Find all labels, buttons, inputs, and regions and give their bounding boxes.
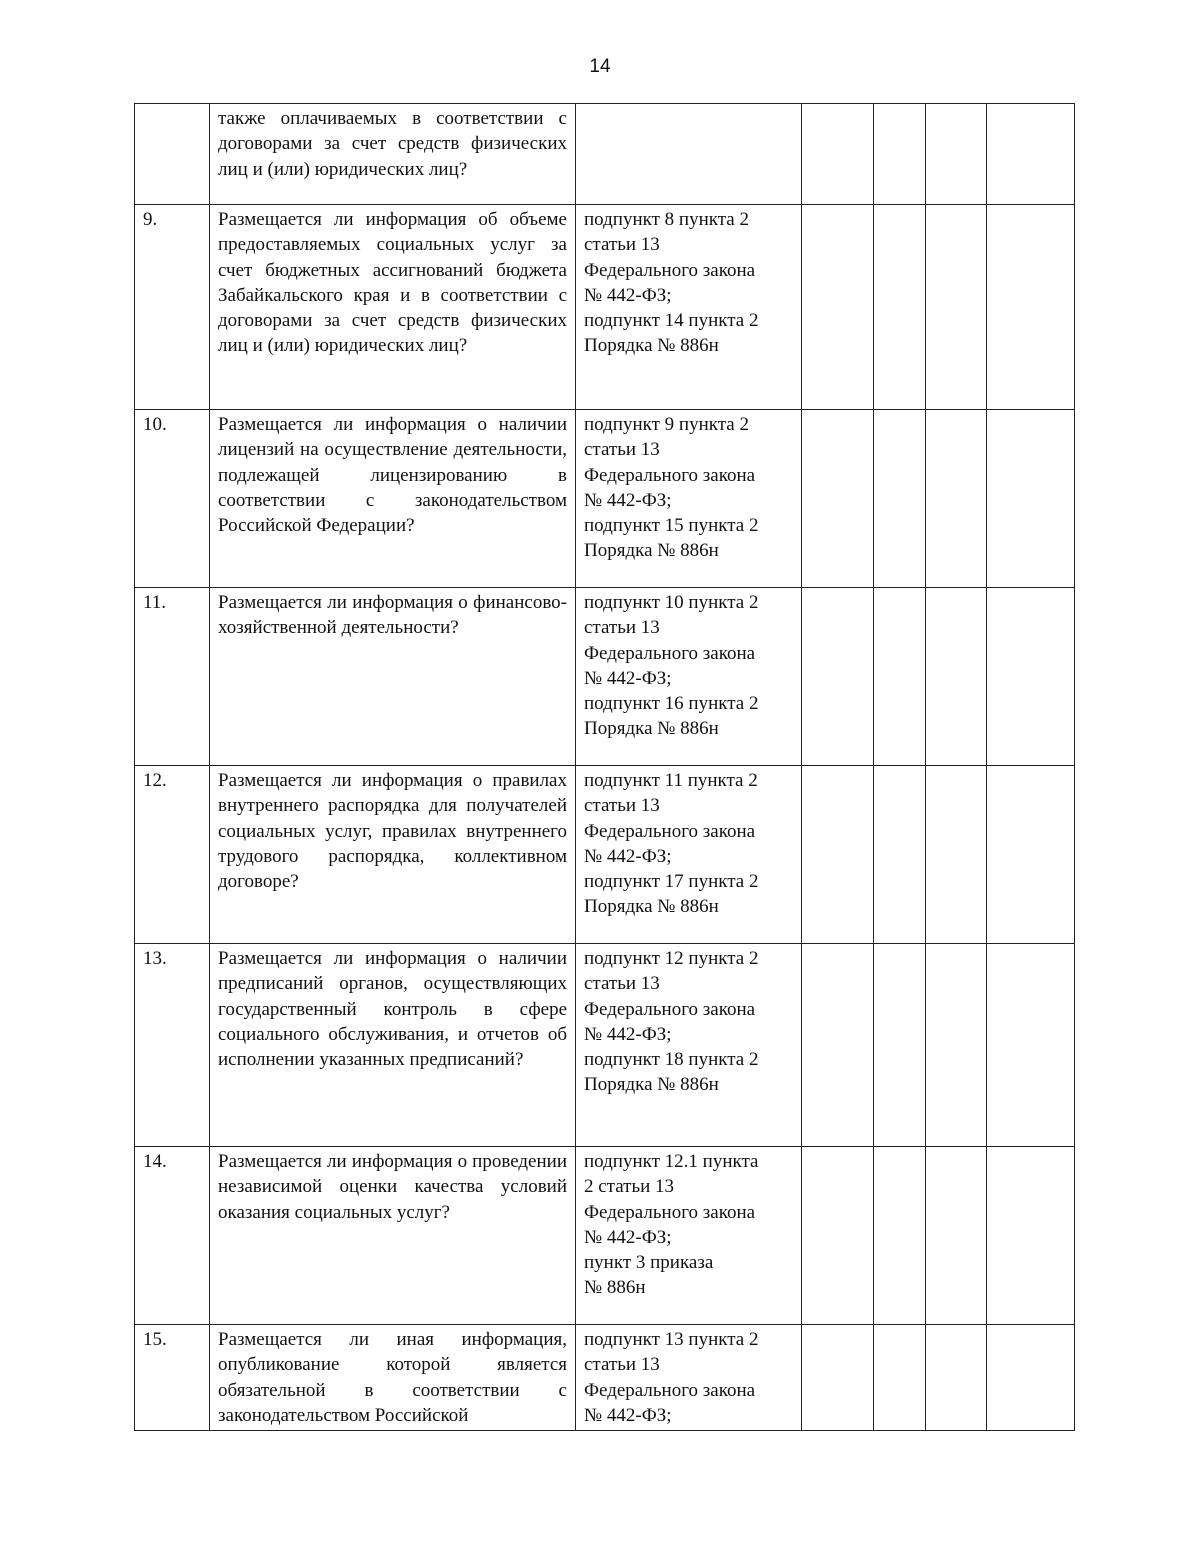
table-row xyxy=(135,588,1075,766)
legal-basis-line: № 442-ФЗ; xyxy=(584,667,672,689)
legal-basis-line: подпункт 10 пункта 2 xyxy=(584,592,759,613)
legal-basis xyxy=(576,104,802,205)
legal-basis-line: № 886н xyxy=(584,1277,646,1299)
legal-basis-line: Федерального закона xyxy=(584,1201,756,1223)
legal-basis xyxy=(576,205,802,410)
table-row xyxy=(135,1147,1075,1325)
row-number: 9. xyxy=(135,205,210,410)
legal-basis-line: Федерального закона xyxy=(584,998,756,1020)
empty-cell xyxy=(926,205,987,410)
legal-basis-line: Порядка № 886н xyxy=(584,1074,719,1096)
empty-cell xyxy=(987,1325,1075,1431)
empty-cell xyxy=(926,410,987,588)
table-row xyxy=(135,410,1075,588)
legal-basis-line: подпункт 16 пункта 2 xyxy=(584,693,759,715)
question-text: Размещается ли иная информация, опубликование которой является обязательной в соответствии с законодательством Российской xyxy=(210,1325,576,1431)
page-number: 14 xyxy=(589,56,611,77)
legal-basis-line: 2 статьи 13 xyxy=(584,1176,675,1198)
legal-basis-line: пункт 3 приказа xyxy=(584,1252,714,1274)
legal-basis-line: статьи 13 xyxy=(584,1354,660,1376)
legal-basis-line: подпункт 15 пункта 2 xyxy=(584,515,759,537)
question-text: Размещается ли информация о правилах внутреннего распорядка для получателей социальных услуг, правилах внутреннего трудового распорядка, коллективном договоре? xyxy=(210,766,576,944)
empty-cell xyxy=(926,1325,987,1431)
table-row xyxy=(135,205,1075,410)
legal-basis xyxy=(576,588,802,766)
table-row xyxy=(135,104,1075,205)
legal-basis-line: Порядка № 886н xyxy=(584,335,719,357)
legal-basis-line: подпункт 12 пункта 2 xyxy=(584,948,759,969)
legal-basis-line: подпункт 13 пункта 2 xyxy=(584,1329,759,1350)
legal-basis-line: статьи 13 xyxy=(584,617,660,639)
row-number: 12. xyxy=(135,766,210,944)
empty-cell xyxy=(802,944,874,1147)
question-text: Размещается ли информация о наличии лицензий на осуществление деятельности, подлежащей лицензированию в соответствии с законодательством Российской Федерации? xyxy=(210,410,576,588)
question-text: Размещается ли информация о финансово-хозяйственной деятельности? xyxy=(210,588,576,766)
legal-basis-line: подпункт 12.1 пункта xyxy=(584,1151,759,1172)
empty-cell xyxy=(802,205,874,410)
legal-basis-line: подпункт 18 пункта 2 xyxy=(584,1049,759,1071)
empty-cell xyxy=(987,944,1075,1147)
legal-basis-line: № 442-ФЗ; xyxy=(584,489,672,511)
empty-cell xyxy=(926,1147,987,1325)
empty-cell xyxy=(926,944,987,1147)
row-number: 13. xyxy=(135,944,210,1147)
empty-cell xyxy=(874,410,926,588)
empty-cell xyxy=(926,104,987,205)
question-text: Размещается ли информация о наличии предписаний органов, осуществляющих государственный контроль в сфере социального обслуживания, и отчетов об исполнении указанных предписаний? xyxy=(210,944,576,1147)
empty-cell xyxy=(926,588,987,766)
legal-basis-line: Порядка № 886н xyxy=(584,896,719,918)
legal-basis-line: № 442-ФЗ; xyxy=(584,845,672,867)
empty-cell xyxy=(802,104,874,205)
legal-basis-line: Федерального закона xyxy=(584,642,756,664)
legal-basis-line: статьи 13 xyxy=(584,973,660,995)
legal-basis-line: подпункт 14 пункта 2 xyxy=(584,310,759,332)
legal-basis-line: № 442-ФЗ; xyxy=(584,1226,672,1248)
row-number: 11. xyxy=(135,588,210,766)
empty-cell xyxy=(802,766,874,944)
legal-basis-line: № 442-ФЗ; xyxy=(584,1023,672,1045)
empty-cell xyxy=(802,1147,874,1325)
legal-basis xyxy=(576,410,802,588)
empty-cell xyxy=(987,588,1075,766)
empty-cell xyxy=(987,766,1075,944)
legal-basis-line: Порядка № 886н xyxy=(584,540,719,562)
empty-cell xyxy=(987,104,1075,205)
table-row xyxy=(135,1325,1075,1431)
legal-basis-line: № 442-ФЗ; xyxy=(584,284,672,306)
legal-basis-line: Федерального закона xyxy=(584,259,756,281)
legal-basis-line: подпункт 9 пункта 2 xyxy=(584,414,749,435)
empty-cell xyxy=(987,1147,1075,1325)
checklist-table xyxy=(134,103,1075,1431)
empty-cell xyxy=(802,588,874,766)
empty-cell xyxy=(926,766,987,944)
empty-cell xyxy=(874,1147,926,1325)
empty-cell xyxy=(802,1325,874,1431)
empty-cell xyxy=(874,944,926,1147)
legal-basis xyxy=(576,766,802,944)
legal-basis xyxy=(576,944,802,1147)
legal-basis-line: статьи 13 xyxy=(584,795,660,817)
legal-basis xyxy=(576,1147,802,1325)
empty-cell xyxy=(874,205,926,410)
legal-basis-line: Порядка № 886н xyxy=(584,718,719,740)
empty-cell xyxy=(874,766,926,944)
empty-cell xyxy=(874,1325,926,1431)
legal-basis-line: подпункт 17 пункта 2 xyxy=(584,871,759,893)
row-number xyxy=(135,104,210,205)
question-text: Размещается ли информация об объеме предоставляемых социальных услуг за счет бюджетных ассигнований бюджета Забайкальского края и в соответствии с договорами за счет средств физических лиц и (или) юридических лиц? xyxy=(210,205,576,410)
empty-cell xyxy=(987,410,1075,588)
row-number: 14. xyxy=(135,1147,210,1325)
legal-basis-line: Федерального закона xyxy=(584,1379,756,1401)
row-number: 10. xyxy=(135,410,210,588)
empty-cell xyxy=(874,588,926,766)
row-number: 15. xyxy=(135,1325,210,1431)
legal-basis-line: Федерального закона xyxy=(584,464,756,486)
empty-cell xyxy=(874,104,926,205)
legal-basis-line: подпункт 11 пункта 2 xyxy=(584,770,758,791)
legal-basis-line: статьи 13 xyxy=(584,234,660,256)
legal-basis xyxy=(576,1325,802,1431)
question-text: также оплачиваемых в соответствии с договорами за счет средств физических лиц и (или) юридических лиц? xyxy=(210,104,576,205)
legal-basis-line: Федерального закона xyxy=(584,820,756,842)
legal-basis-line: № 442-ФЗ; xyxy=(584,1404,672,1426)
legal-basis-line: статьи 13 xyxy=(584,439,660,461)
empty-cell xyxy=(987,205,1075,410)
table-row xyxy=(135,944,1075,1147)
question-text: Размещается ли информация о проведении независимой оценки качества условий оказания социальных услуг? xyxy=(210,1147,576,1325)
table-row xyxy=(135,766,1075,944)
empty-cell xyxy=(802,410,874,588)
legal-basis-line: подпункт 8 пункта 2 xyxy=(584,209,749,230)
